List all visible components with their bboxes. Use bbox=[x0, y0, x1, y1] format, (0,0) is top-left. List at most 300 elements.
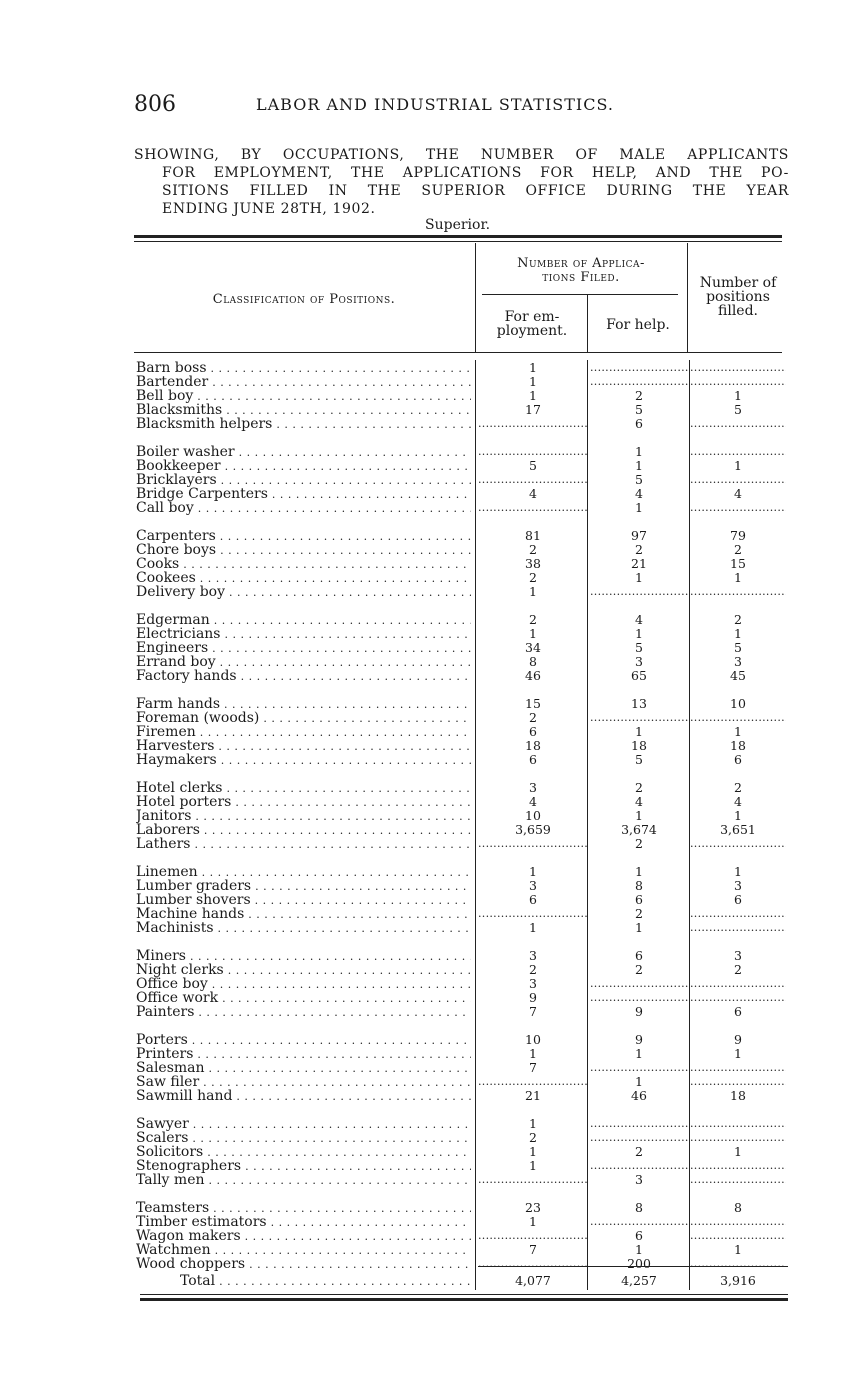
cell-employment: 1 bbox=[529, 1046, 537, 1061]
cell-help bbox=[590, 1159, 688, 1173]
table-row bbox=[0, 417, 862, 431]
cell-help: 97 bbox=[631, 528, 647, 543]
cell-filled: 6 bbox=[734, 752, 742, 767]
row-label: Hotel porters . . . bbox=[136, 795, 471, 810]
header-employment-line-1: For em- bbox=[504, 309, 560, 325]
cell-help bbox=[590, 991, 688, 1005]
cell-employment: 9 bbox=[529, 990, 537, 1005]
table-row bbox=[0, 1243, 862, 1257]
cell-filled: 1 bbox=[734, 626, 742, 641]
row-label: Bridge Carpenters . . . bbox=[136, 487, 471, 502]
cell-help: 4 bbox=[635, 794, 643, 809]
cell-filled: 18 bbox=[730, 738, 746, 753]
row-label: Bell boy . . . bbox=[136, 389, 471, 404]
table-row bbox=[0, 529, 862, 543]
running-title: LABOR AND INDUSTRIAL STATISTICS. bbox=[256, 95, 614, 114]
row-label: Scalers . . . bbox=[136, 1131, 471, 1146]
cell-employment: 7 bbox=[529, 1242, 537, 1257]
cell-filled bbox=[690, 1159, 786, 1173]
cell-employment: 8 bbox=[529, 654, 537, 669]
cell-employment: 3 bbox=[529, 948, 537, 963]
header-bottom-rule bbox=[134, 352, 782, 353]
cell-employment: 17 bbox=[525, 402, 541, 417]
cell-employment: 1 bbox=[529, 1116, 537, 1131]
row-label: Boiler washer . . . bbox=[136, 445, 471, 460]
table-row bbox=[0, 1117, 862, 1131]
cell-filled bbox=[690, 1131, 786, 1145]
cell-employment bbox=[478, 501, 588, 515]
table-row bbox=[0, 473, 862, 487]
cell-filled: 1 bbox=[734, 808, 742, 823]
cell-employment: 6 bbox=[529, 724, 537, 739]
cell-filled bbox=[690, 361, 786, 375]
cell-employment: 1 bbox=[529, 374, 537, 389]
row-label: Painters . . . bbox=[136, 1005, 471, 1020]
row-label: Factory hands . . . bbox=[136, 669, 471, 684]
table-row bbox=[0, 809, 862, 823]
cell-help: 2 bbox=[635, 542, 643, 557]
table-row bbox=[0, 823, 862, 837]
cell-filled: 1 bbox=[734, 570, 742, 585]
cell-filled: 3 bbox=[734, 948, 742, 963]
table-row bbox=[0, 403, 862, 417]
cell-employment: 3 bbox=[529, 976, 537, 991]
header-filled-line-1: Number of bbox=[699, 275, 777, 291]
cell-help bbox=[590, 1131, 688, 1145]
cell-employment: 6 bbox=[529, 892, 537, 907]
cell-employment: 21 bbox=[525, 1088, 541, 1103]
row-label: Bartender . . . bbox=[136, 375, 471, 390]
table-row bbox=[0, 389, 862, 403]
cell-employment: 7 bbox=[529, 1060, 537, 1075]
row-label: Errand boy . . . bbox=[136, 655, 471, 670]
row-label: Timber estimators . . . bbox=[136, 1215, 471, 1230]
cell-help: 21 bbox=[631, 556, 647, 571]
cell-employment: 2 bbox=[529, 962, 537, 977]
row-label: Engineers . . . bbox=[136, 641, 471, 656]
table-row bbox=[0, 1089, 862, 1103]
table-row bbox=[0, 977, 862, 991]
table-row bbox=[0, 865, 862, 879]
cell-employment: 23 bbox=[525, 1200, 541, 1215]
row-label: Machine hands . . . bbox=[136, 907, 471, 922]
table-row bbox=[0, 837, 862, 851]
cell-employment: 1 bbox=[529, 360, 537, 375]
cell-employment: 4 bbox=[529, 486, 537, 501]
cell-employment: 3,659 bbox=[515, 822, 551, 837]
cell-help: 46 bbox=[631, 1088, 647, 1103]
cell-filled bbox=[690, 501, 786, 515]
row-label: Miners . . . bbox=[136, 949, 471, 964]
total-top-rule bbox=[478, 1266, 788, 1267]
cell-filled bbox=[690, 445, 786, 459]
header-filled-line-3: filled. bbox=[718, 303, 758, 319]
cell-filled bbox=[690, 1061, 786, 1075]
cell-filled bbox=[690, 837, 786, 851]
cell-filled bbox=[690, 1173, 786, 1187]
row-label: Tally men . . . bbox=[136, 1173, 471, 1188]
cell-employment: 34 bbox=[525, 640, 541, 655]
row-label: Electricians . . . bbox=[136, 627, 471, 642]
row-label: Machinists . . . bbox=[136, 921, 471, 936]
cell-filled: 4 bbox=[734, 486, 742, 501]
cell-employment: 2 bbox=[529, 612, 537, 627]
table-row bbox=[0, 571, 862, 585]
row-label: Haymakers . . . bbox=[136, 753, 471, 768]
table-row bbox=[0, 361, 862, 375]
cell-filled: 2 bbox=[734, 780, 742, 795]
cell-help: 9 bbox=[635, 1032, 643, 1047]
cell-help: 3 bbox=[635, 654, 643, 669]
cell-filled bbox=[690, 473, 786, 487]
row-label: Office boy . . . bbox=[136, 977, 471, 992]
row-label: Office work . . . bbox=[136, 991, 471, 1006]
cell-filled: 6 bbox=[734, 892, 742, 907]
total-row bbox=[0, 1274, 862, 1288]
row-label: Saw filer . . . bbox=[136, 1075, 471, 1090]
cell-employment: 6 bbox=[529, 752, 537, 767]
row-label: Wagon makers . . . bbox=[136, 1229, 471, 1244]
cell-employment: 2 bbox=[529, 570, 537, 585]
group-header-rule bbox=[482, 294, 678, 295]
row-label: Foreman (woods) . . . bbox=[136, 711, 471, 726]
cell-help: 5 bbox=[635, 640, 643, 655]
table-row bbox=[0, 753, 862, 767]
cell-employment: 3 bbox=[529, 878, 537, 893]
caption-line-2: FOR EMPLOYMENT, THE APPLICATIONS FOR HELP, AND THE PO- bbox=[162, 165, 789, 181]
cell-filled: 2 bbox=[734, 962, 742, 977]
row-label: Lumber shovers . . . bbox=[136, 893, 471, 908]
cell-help: 6 bbox=[635, 948, 643, 963]
cell-help: 1 bbox=[635, 724, 643, 739]
cell-help: 1 bbox=[635, 458, 643, 473]
cell-filled: 3 bbox=[734, 654, 742, 669]
row-label: Porters . . . bbox=[136, 1033, 471, 1048]
cell-filled: 10 bbox=[730, 696, 746, 711]
cell-employment: 1 bbox=[529, 1144, 537, 1159]
cell-employment: 2 bbox=[529, 542, 537, 557]
table-row bbox=[0, 697, 862, 711]
cell-employment: 1 bbox=[529, 584, 537, 599]
table-row bbox=[0, 781, 862, 795]
table-row bbox=[0, 991, 862, 1005]
table-row bbox=[0, 795, 862, 809]
table-caption bbox=[134, 146, 789, 218]
cell-employment: 1 bbox=[529, 920, 537, 935]
table-row bbox=[0, 725, 862, 739]
cell-help: 1 bbox=[635, 1242, 643, 1257]
table-row bbox=[0, 1131, 862, 1145]
row-label: Chore boys . . . bbox=[136, 543, 471, 558]
cell-help: 1 bbox=[635, 444, 643, 459]
row-label: Wood choppers . . . bbox=[136, 1257, 471, 1272]
cell-filled bbox=[690, 1215, 786, 1229]
row-label: Lathers . . . bbox=[136, 837, 471, 852]
row-label: Bookkeeper . . . bbox=[136, 459, 471, 474]
table-row bbox=[0, 487, 862, 501]
table-row bbox=[0, 1075, 862, 1089]
cell-help: 9 bbox=[635, 1004, 643, 1019]
cell-filled: 2 bbox=[734, 612, 742, 627]
cell-help: 1 bbox=[635, 864, 643, 879]
row-label: Carpenters . . . bbox=[136, 529, 471, 544]
header-help: For help. bbox=[606, 317, 670, 333]
cell-help bbox=[590, 1215, 688, 1229]
cell-help bbox=[590, 711, 688, 725]
cell-help: 6 bbox=[635, 416, 643, 431]
table-bottom-rule-thin bbox=[140, 1294, 788, 1295]
cell-employment: 15 bbox=[525, 696, 541, 711]
cell-employment: 38 bbox=[525, 556, 541, 571]
row-label: Blacksmiths . . . bbox=[136, 403, 471, 418]
cell-employment: 46 bbox=[525, 668, 541, 683]
cell-filled: 1 bbox=[734, 388, 742, 403]
total-employment: 4,077 bbox=[515, 1273, 551, 1288]
cell-filled bbox=[690, 1257, 786, 1271]
table-row bbox=[0, 1047, 862, 1061]
table-row bbox=[0, 1005, 862, 1019]
cell-filled bbox=[690, 907, 786, 921]
cell-help: 5 bbox=[635, 752, 643, 767]
cell-employment: 1 bbox=[529, 1158, 537, 1173]
row-label: Farm hands . . . bbox=[136, 697, 471, 712]
table-row bbox=[0, 739, 862, 753]
cell-help: 65 bbox=[631, 668, 647, 683]
cell-employment bbox=[478, 445, 588, 459]
table-row bbox=[0, 711, 862, 725]
table-row bbox=[0, 893, 862, 907]
cell-filled bbox=[690, 711, 786, 725]
cell-employment bbox=[478, 1257, 588, 1271]
caption-line-3: SITIONS FILLED IN THE SUPERIOR OFFICE DURING THE YEAR bbox=[162, 183, 789, 199]
table-row bbox=[0, 585, 862, 599]
cell-help: 2 bbox=[635, 962, 643, 977]
cell-filled: 5 bbox=[734, 640, 742, 655]
cell-help bbox=[590, 361, 688, 375]
cell-help: 8 bbox=[635, 1200, 643, 1215]
cell-help: 3,674 bbox=[621, 822, 657, 837]
cell-employment bbox=[478, 1173, 588, 1187]
cell-employment: 10 bbox=[525, 808, 541, 823]
cell-filled: 2 bbox=[734, 542, 742, 557]
table-row bbox=[0, 627, 862, 641]
table-row bbox=[0, 1033, 862, 1047]
row-label: Edgerman . . . bbox=[136, 613, 471, 628]
cell-filled bbox=[690, 585, 786, 599]
table-row bbox=[0, 963, 862, 977]
row-label: Hotel clerks . . . bbox=[136, 781, 471, 796]
cell-filled: 1 bbox=[734, 1144, 742, 1159]
cell-help bbox=[590, 585, 688, 599]
cell-help: 13 bbox=[631, 696, 647, 711]
header-group-line-2: tions Filed. bbox=[542, 270, 620, 285]
cell-filled: 1 bbox=[734, 724, 742, 739]
caption-line-1: SHOWING, BY OCCUPATIONS, THE NUMBER OF MALE APPLICANTS bbox=[134, 147, 789, 163]
cell-filled: 9 bbox=[734, 1032, 742, 1047]
table-row bbox=[0, 907, 862, 921]
cell-help: 2 bbox=[635, 906, 643, 921]
table-row bbox=[0, 1145, 862, 1159]
row-label: Cookees . . . bbox=[136, 571, 471, 586]
table-row bbox=[0, 543, 862, 557]
cell-help: 2 bbox=[635, 836, 643, 851]
cell-help: 4 bbox=[635, 486, 643, 501]
column-divider-1 bbox=[475, 243, 476, 352]
row-label: Solicitors . . . bbox=[136, 1145, 471, 1160]
table-row bbox=[0, 375, 862, 389]
cell-filled bbox=[690, 1229, 786, 1243]
cell-filled: 3 bbox=[734, 878, 742, 893]
table-row bbox=[0, 641, 862, 655]
cell-help bbox=[590, 375, 688, 389]
cell-help: 5 bbox=[635, 402, 643, 417]
cell-employment: 2 bbox=[529, 1130, 537, 1145]
row-label: Delivery boy . . . bbox=[136, 585, 471, 600]
cell-filled: 45 bbox=[730, 668, 746, 683]
row-label: Barn boss . . . bbox=[136, 361, 471, 376]
column-divider-3 bbox=[687, 243, 688, 352]
table-row bbox=[0, 669, 862, 683]
table-row bbox=[0, 655, 862, 669]
table-row bbox=[0, 445, 862, 459]
page-number: 806 bbox=[134, 92, 176, 117]
cell-help: 8 bbox=[635, 878, 643, 893]
cell-employment: 1 bbox=[529, 1214, 537, 1229]
row-label: Linemen . . . bbox=[136, 865, 471, 880]
total-filled: 3,916 bbox=[720, 1273, 756, 1288]
header-group-line-1: Number of Applica- bbox=[517, 256, 645, 271]
cell-employment: 2 bbox=[529, 710, 537, 725]
row-label: Laborers . . . bbox=[136, 823, 471, 838]
total-label: Total . . . bbox=[180, 1274, 472, 1289]
cell-help: 2 bbox=[635, 1144, 643, 1159]
row-label: Night clerks . . . bbox=[136, 963, 471, 978]
table-row bbox=[0, 1173, 862, 1187]
cell-filled: 1 bbox=[734, 1046, 742, 1061]
table-row bbox=[0, 1201, 862, 1215]
header-filled-line-2: positions bbox=[706, 289, 770, 305]
cell-filled: 1 bbox=[734, 864, 742, 879]
table-row bbox=[0, 613, 862, 627]
cell-filled bbox=[690, 1075, 786, 1089]
cell-help: 1 bbox=[635, 808, 643, 823]
cell-employment: 4 bbox=[529, 794, 537, 809]
cell-filled: 1 bbox=[734, 1242, 742, 1257]
total-help: 4,257 bbox=[621, 1273, 657, 1288]
column-divider-2 bbox=[587, 295, 588, 352]
cell-help: 200 bbox=[627, 1256, 651, 1271]
cell-help: 1 bbox=[635, 1046, 643, 1061]
cell-filled: 8 bbox=[734, 1200, 742, 1215]
header-employment-line-2: ployment. bbox=[496, 323, 568, 339]
cell-filled: 6 bbox=[734, 1004, 742, 1019]
cell-employment bbox=[478, 473, 588, 487]
table-row bbox=[0, 921, 862, 935]
cell-help: 1 bbox=[635, 626, 643, 641]
cell-employment bbox=[478, 837, 588, 851]
cell-help: 6 bbox=[635, 892, 643, 907]
cell-help: 1 bbox=[635, 920, 643, 935]
cell-help bbox=[590, 977, 688, 991]
table-row bbox=[0, 501, 862, 515]
row-label: Salesman . . . bbox=[136, 1061, 471, 1076]
row-label: Sawyer . . . bbox=[136, 1117, 471, 1132]
cell-filled bbox=[690, 1117, 786, 1131]
row-label: Blacksmith helpers . . . bbox=[136, 417, 471, 432]
cell-filled bbox=[690, 375, 786, 389]
cell-filled: 4 bbox=[734, 794, 742, 809]
table-bottom-rule bbox=[140, 1298, 788, 1301]
cell-employment bbox=[478, 907, 588, 921]
caption-line-4: ENDING JUNE 28TH, 1902. bbox=[162, 201, 376, 217]
cell-employment: 7 bbox=[529, 1004, 537, 1019]
header-classification: Classification of Positions. bbox=[212, 292, 396, 307]
table-row bbox=[0, 557, 862, 571]
table-row bbox=[0, 1257, 862, 1271]
row-label: Cooks . . . bbox=[136, 557, 471, 572]
row-label: Call boy . . . bbox=[136, 501, 471, 516]
cell-employment: 3 bbox=[529, 780, 537, 795]
cell-employment bbox=[478, 1229, 588, 1243]
cell-employment: 10 bbox=[525, 1032, 541, 1047]
table-row bbox=[0, 1061, 862, 1075]
row-label: Stenographers . . . bbox=[136, 1159, 471, 1174]
row-label: Bricklayers . . . bbox=[136, 473, 471, 488]
cell-help: 1 bbox=[635, 570, 643, 585]
cell-help: 2 bbox=[635, 780, 643, 795]
cell-employment: 5 bbox=[529, 458, 537, 473]
cell-filled bbox=[690, 417, 786, 431]
cell-employment: 1 bbox=[529, 388, 537, 403]
table-top-rule-thin bbox=[134, 241, 782, 242]
cell-filled bbox=[690, 991, 786, 1005]
row-label: Firemen . . . bbox=[136, 725, 471, 740]
cell-help: 2 bbox=[635, 388, 643, 403]
row-label: Sawmill hand . . . bbox=[136, 1089, 471, 1104]
cell-help: 5 bbox=[635, 472, 643, 487]
row-label: Harvesters . . . bbox=[136, 739, 471, 754]
cell-help: 3 bbox=[635, 1172, 643, 1187]
cell-help: 6 bbox=[635, 1228, 643, 1243]
table-row bbox=[0, 949, 862, 963]
cell-employment: 18 bbox=[525, 738, 541, 753]
cell-help bbox=[590, 1061, 688, 1075]
cell-filled: 5 bbox=[734, 402, 742, 417]
table-row bbox=[0, 879, 862, 893]
row-label: Janitors . . . bbox=[136, 809, 471, 824]
row-label: Printers . . . bbox=[136, 1047, 471, 1062]
cell-employment bbox=[478, 1075, 588, 1089]
cell-filled: 15 bbox=[730, 556, 746, 571]
cell-filled bbox=[690, 921, 786, 935]
row-label: Teamsters . . . bbox=[136, 1201, 471, 1216]
cell-help: 18 bbox=[631, 738, 647, 753]
cell-employment bbox=[478, 417, 588, 431]
cell-help bbox=[590, 1117, 688, 1131]
cell-filled: 79 bbox=[730, 528, 746, 543]
cell-help: 4 bbox=[635, 612, 643, 627]
table-row bbox=[0, 459, 862, 473]
row-label: Lumber graders . . . bbox=[136, 879, 471, 894]
cell-help: 1 bbox=[635, 500, 643, 515]
cell-filled bbox=[690, 977, 786, 991]
cell-employment: 81 bbox=[525, 528, 541, 543]
row-label: Watchmen . . . bbox=[136, 1243, 471, 1258]
table-row bbox=[0, 1215, 862, 1229]
cell-filled: 18 bbox=[730, 1088, 746, 1103]
cell-filled: 3,651 bbox=[720, 822, 756, 837]
cell-employment: 1 bbox=[529, 864, 537, 879]
